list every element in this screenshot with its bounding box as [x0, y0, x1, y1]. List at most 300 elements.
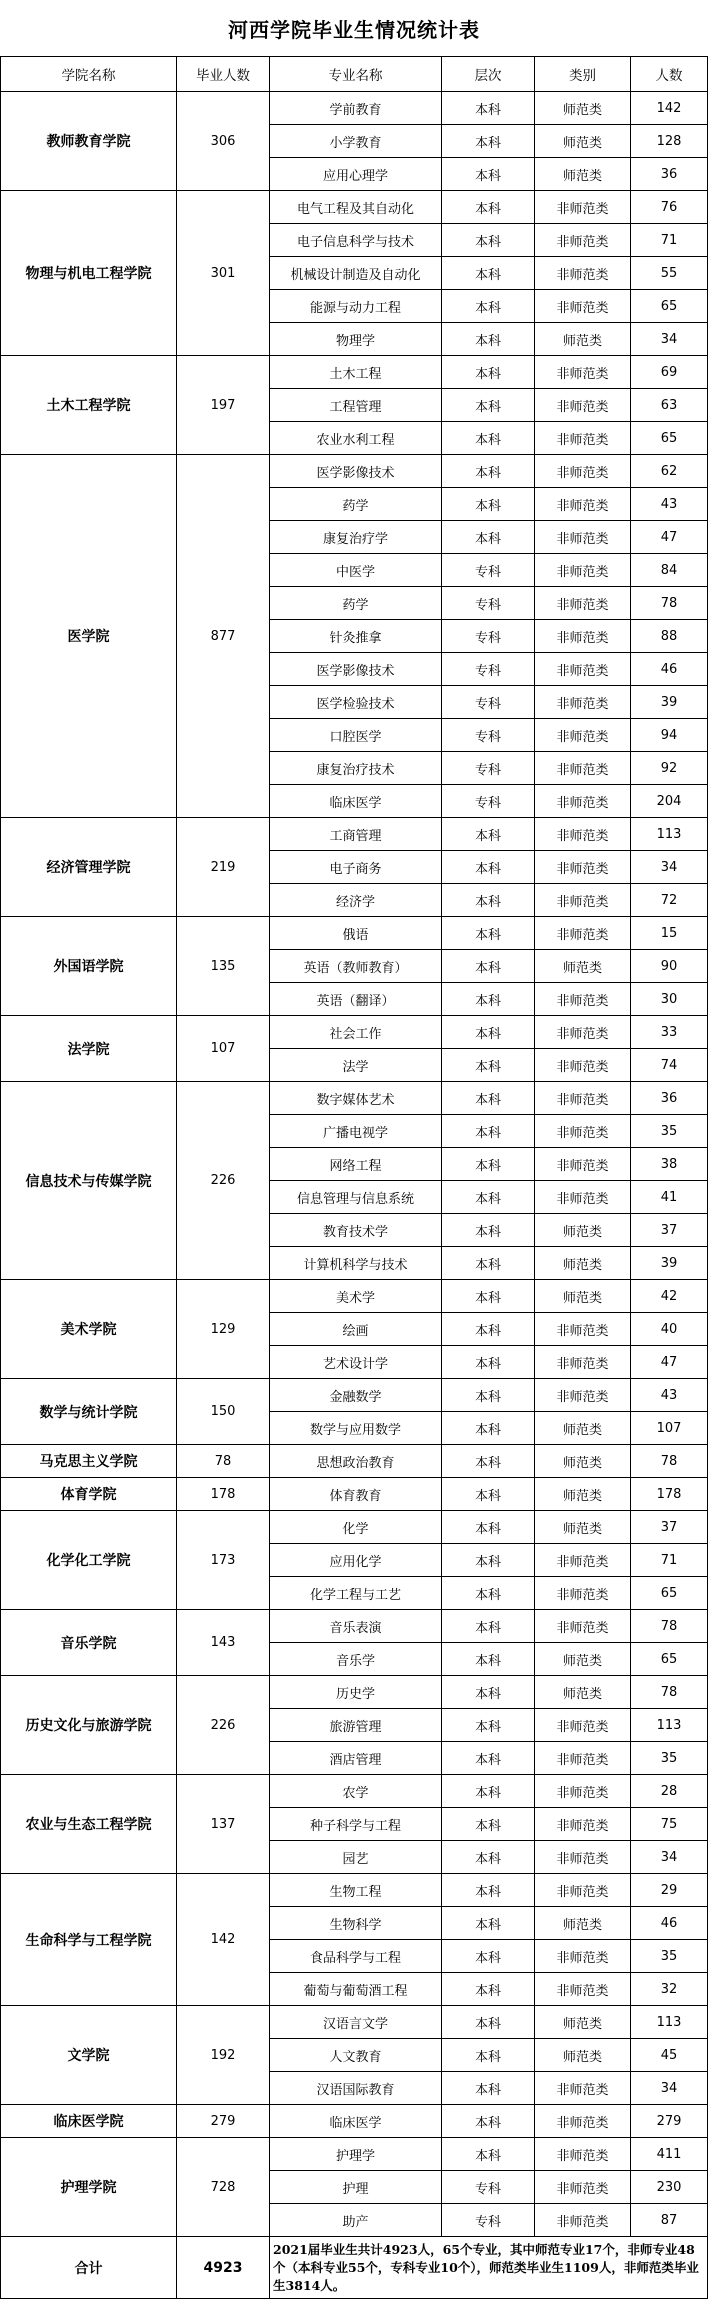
table-row — [1, 1478, 708, 1511]
summary-text: 2021届毕业生共计4923人，65个专业，其中师范专业17个，非师专业48个（本科专业55个，专科专业10个），师范类毕业生1109人，非师范类毕业生3814人。 — [270, 2237, 708, 2299]
table-row — [1, 1445, 708, 1478]
major-name: 化学 — [270, 1511, 442, 1544]
major-count: 34 — [631, 323, 708, 356]
college-graduates: 192 — [177, 2006, 270, 2105]
major-level: 本科 — [442, 1412, 535, 1445]
major-count: 39 — [631, 1247, 708, 1280]
header-row — [1, 57, 708, 92]
major-count: 63 — [631, 389, 708, 422]
major-level: 本科 — [442, 2006, 535, 2039]
major-count: 42 — [631, 1280, 708, 1313]
major-category: 师范类 — [535, 1412, 631, 1445]
college-name: 数学与统计学院 — [1, 1379, 177, 1445]
header-level: 层次 — [442, 57, 535, 92]
major-name: 康复治疗技术 — [270, 752, 442, 785]
major-name: 化学工程与工艺 — [270, 1577, 442, 1610]
major-count: 78 — [631, 1610, 708, 1643]
major-level: 专科 — [442, 2204, 535, 2237]
major-category: 师范类 — [535, 1247, 631, 1280]
major-name: 助产 — [270, 2204, 442, 2237]
header-count: 人数 — [631, 57, 708, 92]
major-name: 汉语言文学 — [270, 2006, 442, 2039]
major-level: 本科 — [442, 191, 535, 224]
major-level: 本科 — [442, 1808, 535, 1841]
major-category: 师范类 — [535, 1907, 631, 1940]
major-count: 279 — [631, 2105, 708, 2138]
major-level: 专科 — [442, 653, 535, 686]
major-name: 工商管理 — [270, 818, 442, 851]
major-category: 非师范类 — [535, 587, 631, 620]
major-count: 41 — [631, 1181, 708, 1214]
table-row — [1, 1676, 708, 1709]
major-category: 非师范类 — [535, 1841, 631, 1874]
table-row — [1, 1511, 708, 1544]
college-graduates: 150 — [177, 1379, 270, 1445]
major-name: 医学检验技术 — [270, 686, 442, 719]
college-graduates: 306 — [177, 92, 270, 191]
major-name: 康复治疗学 — [270, 521, 442, 554]
college-graduates: 178 — [177, 1478, 270, 1511]
major-category: 师范类 — [535, 158, 631, 191]
college-graduates: 137 — [177, 1775, 270, 1874]
major-count: 92 — [631, 752, 708, 785]
major-count: 35 — [631, 1940, 708, 1973]
major-name: 种子科学与工程 — [270, 1808, 442, 1841]
college-name: 历史文化与旅游学院 — [1, 1676, 177, 1775]
major-category: 非师范类 — [535, 1115, 631, 1148]
major-name: 物理学 — [270, 323, 442, 356]
college-name: 化学化工学院 — [1, 1511, 177, 1610]
major-category: 非师范类 — [535, 1775, 631, 1808]
major-count: 15 — [631, 917, 708, 950]
major-category: 非师范类 — [535, 1049, 631, 1082]
major-count: 34 — [631, 851, 708, 884]
major-name: 学前教育 — [270, 92, 442, 125]
major-count: 39 — [631, 686, 708, 719]
major-count: 88 — [631, 620, 708, 653]
major-count: 40 — [631, 1313, 708, 1346]
major-category: 非师范类 — [535, 1313, 631, 1346]
major-count: 47 — [631, 1346, 708, 1379]
table-row — [1, 455, 708, 488]
major-count: 94 — [631, 719, 708, 752]
major-category: 非师范类 — [535, 455, 631, 488]
major-name: 经济学 — [270, 884, 442, 917]
major-count: 113 — [631, 818, 708, 851]
table-row — [1, 1379, 708, 1412]
major-name: 英语（教师教育） — [270, 950, 442, 983]
major-name: 酒店管理 — [270, 1742, 442, 1775]
major-category: 非师范类 — [535, 686, 631, 719]
major-count: 71 — [631, 224, 708, 257]
major-level: 本科 — [442, 917, 535, 950]
major-name: 临床医学 — [270, 2105, 442, 2138]
major-name: 葡萄与葡萄酒工程 — [270, 1973, 442, 2006]
major-category: 非师范类 — [535, 356, 631, 389]
major-count: 178 — [631, 1478, 708, 1511]
total-label: 合计 — [1, 2237, 177, 2299]
header-category: 类别 — [535, 57, 631, 92]
major-count: 45 — [631, 2039, 708, 2072]
college-graduates: 197 — [177, 356, 270, 455]
college-name: 经济管理学院 — [1, 818, 177, 917]
major-category: 非师范类 — [535, 983, 631, 1016]
college-name: 文学院 — [1, 2006, 177, 2105]
table-row — [1, 356, 708, 389]
college-graduates: 143 — [177, 1610, 270, 1676]
college-graduates: 129 — [177, 1280, 270, 1379]
college-name: 信息技术与传媒学院 — [1, 1082, 177, 1280]
college-graduates: 279 — [177, 2105, 270, 2138]
major-level: 本科 — [442, 1148, 535, 1181]
major-count: 38 — [631, 1148, 708, 1181]
page-title: 河西学院毕业生情况统计表 — [228, 18, 480, 42]
major-count: 71 — [631, 1544, 708, 1577]
major-name: 信息管理与信息系统 — [270, 1181, 442, 1214]
major-count: 37 — [631, 1214, 708, 1247]
major-level: 本科 — [442, 290, 535, 323]
major-name: 护理学 — [270, 2138, 442, 2171]
college-graduates: 301 — [177, 191, 270, 356]
major-category: 师范类 — [535, 950, 631, 983]
college-name: 医学院 — [1, 455, 177, 818]
major-level: 本科 — [442, 1115, 535, 1148]
major-count: 36 — [631, 1082, 708, 1115]
major-name: 计算机科学与技术 — [270, 1247, 442, 1280]
major-level: 本科 — [442, 1544, 535, 1577]
major-count: 34 — [631, 1841, 708, 1874]
college-graduates: 728 — [177, 2138, 270, 2237]
major-level: 专科 — [442, 719, 535, 752]
major-name: 体育教育 — [270, 1478, 442, 1511]
major-level: 本科 — [442, 2039, 535, 2072]
major-level: 本科 — [442, 125, 535, 158]
college-graduates: 226 — [177, 1082, 270, 1280]
major-count: 72 — [631, 884, 708, 917]
major-count: 47 — [631, 521, 708, 554]
major-count: 32 — [631, 1973, 708, 2006]
major-name: 金融数学 — [270, 1379, 442, 1412]
table-row — [1, 1016, 708, 1049]
major-count: 29 — [631, 1874, 708, 1907]
major-level: 本科 — [442, 851, 535, 884]
major-level: 本科 — [442, 1511, 535, 1544]
major-name: 护理 — [270, 2171, 442, 2204]
major-count: 69 — [631, 356, 708, 389]
major-level: 本科 — [442, 1082, 535, 1115]
major-name: 电子信息科学与技术 — [270, 224, 442, 257]
college-graduates: 877 — [177, 455, 270, 818]
major-level: 本科 — [442, 257, 535, 290]
table-row — [1, 1082, 708, 1115]
major-level: 本科 — [442, 1841, 535, 1874]
major-count: 65 — [631, 1577, 708, 1610]
major-level: 本科 — [442, 488, 535, 521]
major-count: 36 — [631, 158, 708, 191]
college-graduates: 142 — [177, 1874, 270, 2006]
major-category: 非师范类 — [535, 2171, 631, 2204]
major-name: 社会工作 — [270, 1016, 442, 1049]
major-level: 本科 — [442, 521, 535, 554]
major-level: 本科 — [442, 1214, 535, 1247]
major-level: 本科 — [442, 950, 535, 983]
major-category: 非师范类 — [535, 1577, 631, 1610]
major-category: 非师范类 — [535, 2072, 631, 2105]
major-level: 本科 — [442, 1016, 535, 1049]
header-graduates: 毕业人数 — [177, 57, 270, 92]
major-level: 专科 — [442, 686, 535, 719]
college-name: 护理学院 — [1, 2138, 177, 2237]
header-college: 学院名称 — [1, 57, 177, 92]
major-level: 本科 — [442, 455, 535, 488]
major-category: 师范类 — [535, 125, 631, 158]
graduate-statistics-table — [0, 56, 708, 2299]
major-name: 绘画 — [270, 1313, 442, 1346]
major-name: 应用心理学 — [270, 158, 442, 191]
major-count: 34 — [631, 2072, 708, 2105]
major-category: 非师范类 — [535, 1181, 631, 1214]
major-count: 62 — [631, 455, 708, 488]
major-level: 本科 — [442, 1181, 535, 1214]
major-name: 药学 — [270, 488, 442, 521]
major-category: 非师范类 — [535, 2204, 631, 2237]
major-name: 人文教育 — [270, 2039, 442, 2072]
major-category: 非师范类 — [535, 389, 631, 422]
major-category: 非师范类 — [535, 224, 631, 257]
major-level: 本科 — [442, 1247, 535, 1280]
major-count: 113 — [631, 1709, 708, 1742]
major-count: 75 — [631, 1808, 708, 1841]
major-level: 本科 — [442, 1577, 535, 1610]
major-category: 非师范类 — [535, 1610, 631, 1643]
major-level: 专科 — [442, 2171, 535, 2204]
major-category: 非师范类 — [535, 422, 631, 455]
major-level: 本科 — [442, 356, 535, 389]
major-name: 医学影像技术 — [270, 455, 442, 488]
major-count: 46 — [631, 653, 708, 686]
major-level: 本科 — [442, 1973, 535, 2006]
major-name: 机械设计制造及自动化 — [270, 257, 442, 290]
major-level: 本科 — [442, 2072, 535, 2105]
header-major: 专业名称 — [270, 57, 442, 92]
major-category: 师范类 — [535, 1280, 631, 1313]
major-count: 33 — [631, 1016, 708, 1049]
major-category: 非师范类 — [535, 1874, 631, 1907]
major-name: 口腔医学 — [270, 719, 442, 752]
major-category: 非师范类 — [535, 1940, 631, 1973]
table-row — [1, 1775, 708, 1808]
major-name: 园艺 — [270, 1841, 442, 1874]
major-category: 非师范类 — [535, 191, 631, 224]
college-name: 音乐学院 — [1, 1610, 177, 1676]
major-level: 本科 — [442, 1346, 535, 1379]
major-name: 艺术设计学 — [270, 1346, 442, 1379]
major-level: 本科 — [442, 92, 535, 125]
table-row — [1, 917, 708, 950]
major-level: 本科 — [442, 1874, 535, 1907]
major-level: 本科 — [442, 2138, 535, 2171]
major-category: 非师范类 — [535, 818, 631, 851]
major-category: 师范类 — [535, 2006, 631, 2039]
major-category: 非师范类 — [535, 488, 631, 521]
major-count: 35 — [631, 1742, 708, 1775]
college-name: 体育学院 — [1, 1478, 177, 1511]
major-name: 农业水利工程 — [270, 422, 442, 455]
major-count: 230 — [631, 2171, 708, 2204]
major-name: 网络工程 — [270, 1148, 442, 1181]
major-name: 小学教育 — [270, 125, 442, 158]
major-category: 师范类 — [535, 1676, 631, 1709]
major-count: 43 — [631, 488, 708, 521]
major-count: 65 — [631, 422, 708, 455]
major-count: 204 — [631, 785, 708, 818]
college-graduates: 135 — [177, 917, 270, 1016]
major-category: 非师范类 — [535, 917, 631, 950]
major-level: 专科 — [442, 785, 535, 818]
major-count: 55 — [631, 257, 708, 290]
major-category: 非师范类 — [535, 1379, 631, 1412]
major-name: 美术学 — [270, 1280, 442, 1313]
table-row — [1, 92, 708, 125]
table-row — [1, 2105, 708, 2138]
major-level: 本科 — [442, 422, 535, 455]
major-count: 35 — [631, 1115, 708, 1148]
major-name: 应用化学 — [270, 1544, 442, 1577]
major-count: 113 — [631, 2006, 708, 2039]
table-row — [1, 1610, 708, 1643]
college-name: 教师教育学院 — [1, 92, 177, 191]
major-level: 本科 — [442, 1643, 535, 1676]
major-level: 本科 — [442, 818, 535, 851]
major-level: 本科 — [442, 1280, 535, 1313]
college-name: 生命科学与工程学院 — [1, 1874, 177, 2006]
major-count: 90 — [631, 950, 708, 983]
major-name: 生物工程 — [270, 1874, 442, 1907]
major-level: 本科 — [442, 1049, 535, 1082]
major-count: 78 — [631, 587, 708, 620]
major-level: 本科 — [442, 389, 535, 422]
major-category: 非师范类 — [535, 785, 631, 818]
major-category: 非师范类 — [535, 290, 631, 323]
total-value: 4923 — [177, 2237, 270, 2299]
major-name: 旅游管理 — [270, 1709, 442, 1742]
major-level: 本科 — [442, 323, 535, 356]
table-body — [1, 92, 708, 2237]
major-category: 非师范类 — [535, 719, 631, 752]
college-name: 土木工程学院 — [1, 356, 177, 455]
major-count: 84 — [631, 554, 708, 587]
college-graduates: 107 — [177, 1016, 270, 1082]
major-count: 142 — [631, 92, 708, 125]
major-level: 专科 — [442, 752, 535, 785]
major-level: 本科 — [442, 1379, 535, 1412]
major-count: 65 — [631, 1643, 708, 1676]
college-graduates: 219 — [177, 818, 270, 917]
major-category: 非师范类 — [535, 1973, 631, 2006]
major-level: 专科 — [442, 620, 535, 653]
major-category: 非师范类 — [535, 851, 631, 884]
major-count: 107 — [631, 1412, 708, 1445]
major-category: 非师范类 — [535, 554, 631, 587]
major-category: 非师范类 — [535, 257, 631, 290]
major-category: 非师范类 — [535, 1742, 631, 1775]
major-level: 本科 — [442, 1775, 535, 1808]
major-level: 本科 — [442, 1478, 535, 1511]
major-count: 46 — [631, 1907, 708, 1940]
major-category: 非师范类 — [535, 1346, 631, 1379]
major-name: 临床医学 — [270, 785, 442, 818]
major-name: 教育技术学 — [270, 1214, 442, 1247]
major-level: 本科 — [442, 1742, 535, 1775]
major-name: 农学 — [270, 1775, 442, 1808]
major-count: 78 — [631, 1676, 708, 1709]
major-count: 87 — [631, 2204, 708, 2237]
major-count: 43 — [631, 1379, 708, 1412]
major-name: 英语（翻译） — [270, 983, 442, 1016]
major-count: 411 — [631, 2138, 708, 2171]
major-level: 本科 — [442, 158, 535, 191]
major-level: 本科 — [442, 1940, 535, 1973]
table-row — [1, 1280, 708, 1313]
table-row — [1, 2006, 708, 2039]
major-name: 药学 — [270, 587, 442, 620]
major-count: 78 — [631, 1445, 708, 1478]
major-name: 生物科学 — [270, 1907, 442, 1940]
major-level: 本科 — [442, 983, 535, 1016]
major-name: 数学与应用数学 — [270, 1412, 442, 1445]
major-category: 非师范类 — [535, 653, 631, 686]
major-level: 专科 — [442, 587, 535, 620]
major-name: 能源与动力工程 — [270, 290, 442, 323]
major-category: 非师范类 — [535, 2138, 631, 2171]
table-row — [1, 1874, 708, 1907]
major-category: 非师范类 — [535, 752, 631, 785]
college-name: 物理与机电工程学院 — [1, 191, 177, 356]
major-level: 本科 — [442, 1445, 535, 1478]
major-count: 128 — [631, 125, 708, 158]
college-name: 马克思主义学院 — [1, 1445, 177, 1478]
college-graduates: 226 — [177, 1676, 270, 1775]
college-name: 美术学院 — [1, 1280, 177, 1379]
major-level: 本科 — [442, 2105, 535, 2138]
major-category: 师范类 — [535, 2039, 631, 2072]
major-count: 30 — [631, 983, 708, 1016]
major-category: 师范类 — [535, 1214, 631, 1247]
major-level: 本科 — [442, 884, 535, 917]
table-row — [1, 191, 708, 224]
major-category: 非师范类 — [535, 1709, 631, 1742]
major-category: 非师范类 — [535, 1016, 631, 1049]
major-name: 历史学 — [270, 1676, 442, 1709]
major-level: 本科 — [442, 1313, 535, 1346]
major-category: 师范类 — [535, 92, 631, 125]
college-name: 农业与生态工程学院 — [1, 1775, 177, 1874]
major-category: 非师范类 — [535, 1544, 631, 1577]
major-category: 非师范类 — [535, 1808, 631, 1841]
major-count: 28 — [631, 1775, 708, 1808]
major-category: 师范类 — [535, 1478, 631, 1511]
major-category: 师范类 — [535, 1643, 631, 1676]
major-name: 医学影像技术 — [270, 653, 442, 686]
major-level: 专科 — [442, 554, 535, 587]
major-name: 电气工程及其自动化 — [270, 191, 442, 224]
major-category: 师范类 — [535, 323, 631, 356]
major-name: 思想政治教育 — [270, 1445, 442, 1478]
college-name: 外国语学院 — [1, 917, 177, 1016]
major-count: 74 — [631, 1049, 708, 1082]
major-count: 76 — [631, 191, 708, 224]
major-name: 俄语 — [270, 917, 442, 950]
